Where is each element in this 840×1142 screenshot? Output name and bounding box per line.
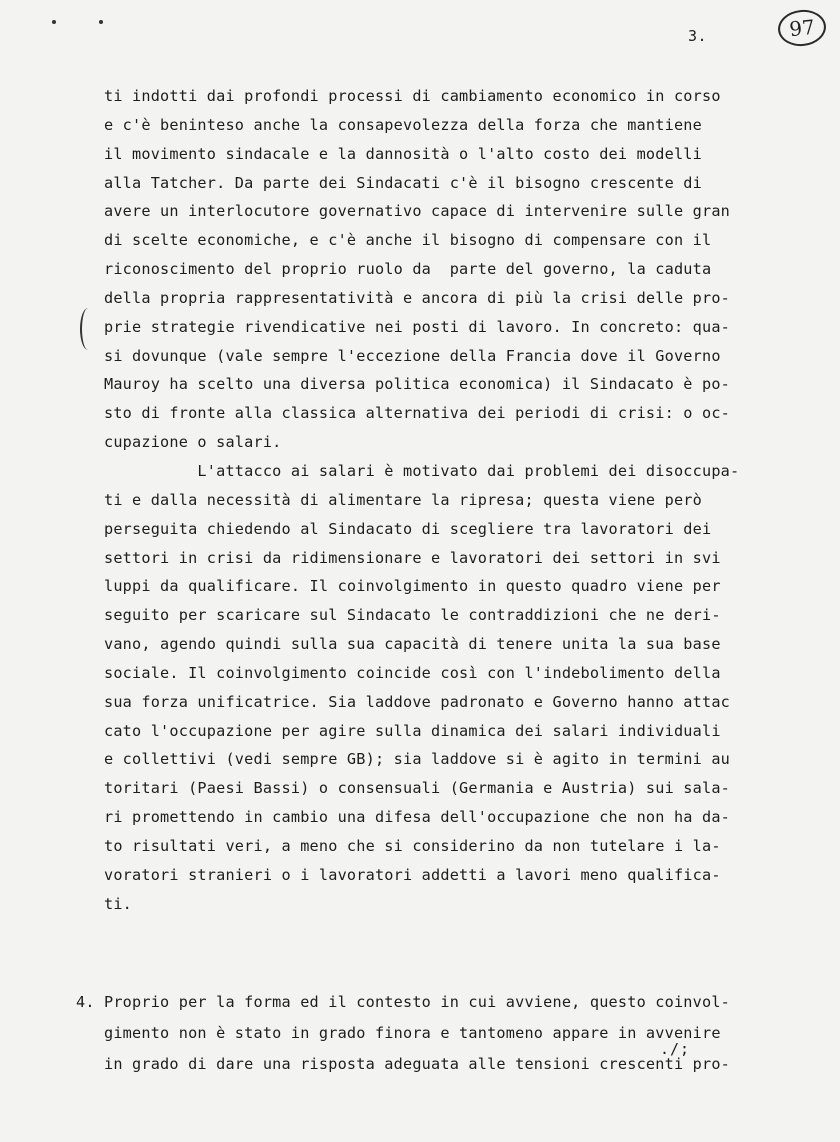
item-line: Proprio per la forma ed il contesto in cui avviene, questo coinvol- (104, 993, 731, 1011)
archive-stamp: 97 (776, 8, 828, 49)
margin-bracket-mark (80, 308, 96, 350)
body-line: ri promettendo in cambio una difesa dell'occupazione che non ha da- (104, 808, 731, 827)
scan-speck (99, 20, 103, 24)
numbered-item-4 (76, 925, 756, 1142)
scan-speck (52, 20, 56, 24)
item-line: gimento non è stato in grado finora e tantomeno appare in avvenire (104, 1024, 721, 1042)
item-number: 4. (76, 993, 95, 1011)
body-line: ti e dalla necessità di alimentare la ripresa; questa viene però (104, 490, 702, 509)
body-line: alla Tatcher. Da parte dei Sindacati c'è il bisogno crescente di (104, 173, 702, 192)
body-line: sociale. Il coinvolgimento coincide così con l'indebolimento della (104, 663, 721, 682)
body-line: L'attacco ai salari è motivato dai problemi dei disoccupa- (104, 461, 740, 480)
body-line: to risultati veri, a meno che si considerino da non tutelare i la- (104, 836, 721, 855)
page-number: 3. (688, 27, 708, 45)
body-line: cato l'occupazione per agire sulla dinamica dei salari individuali (104, 721, 721, 740)
body-line: il movimento sindacale e la dannosità o l'alto costo dei modelli (104, 144, 702, 163)
body-line: perseguita chiedendo al Sindacato di scegliere tra lavoratori dei (104, 519, 712, 538)
continuation-mark: ./; (660, 1040, 691, 1058)
body-line: cupazione o salari. (104, 433, 282, 452)
body-line: riconoscimento del proprio ruolo da parte del governo, la caduta (104, 260, 712, 279)
body-line: settori in crisi da ridimensionare e lavoratori dei settori in svi (104, 548, 721, 567)
body-line: avere un interlocutore governativo capace di intervenire sulle gran (104, 202, 731, 221)
body-line: voratori stranieri o i lavoratori addetti a lavori meno qualifica- (104, 865, 721, 884)
body-line: e collettivi (vedi sempre GB); sia laddove si è agito in termini au (104, 750, 731, 769)
body-line: della propria rappresentatività e ancora di più la crisi delle pro- (104, 288, 731, 307)
body-line: Mauroy ha scelto una diversa politica economica) il Sindacato è po- (104, 375, 731, 394)
body-text (104, 82, 754, 918)
body-line: ti indotti dai profondi processi di cambiamento economico in corso (104, 87, 721, 105)
body-line: si dovunque (vale sempre l'eccezione della Francia dove il Governo (104, 346, 721, 365)
body-line: seguito per scaricare sul Sindacato le contraddizioni che ne deri- (104, 606, 721, 625)
body-line: e c'è beninteso anche la consapevolezza della forza che mantiene (104, 115, 702, 134)
body-line: sua forza unificatrice. Sia laddove padronato e Governo hanno attac (104, 692, 731, 711)
item-text (104, 987, 730, 1080)
body-line: toritari (Paesi Bassi) o consensuali (Germania e Austria) sui sala- (104, 779, 731, 798)
body-line: prie strategie rivendicative nei posti di lavoro. In concreto: qua- (104, 317, 731, 336)
body-line: vano, agendo quindi sulla sua capacità di tenere unita la sua base (104, 635, 721, 654)
body-line: di scelte economiche, e c'è anche il bisogno di compensare con il (104, 231, 712, 250)
item-line: in grado di dare una risposta adeguata alle tensioni crescenti pro- (104, 1055, 731, 1073)
body-line: ti. (104, 894, 133, 913)
body-line: luppi da qualificare. Il coinvolgimento in questo quadro viene per (104, 577, 721, 596)
body-line: sto di fronte alla classica alternativa dei periodi di crisi: o oc- (104, 404, 731, 423)
